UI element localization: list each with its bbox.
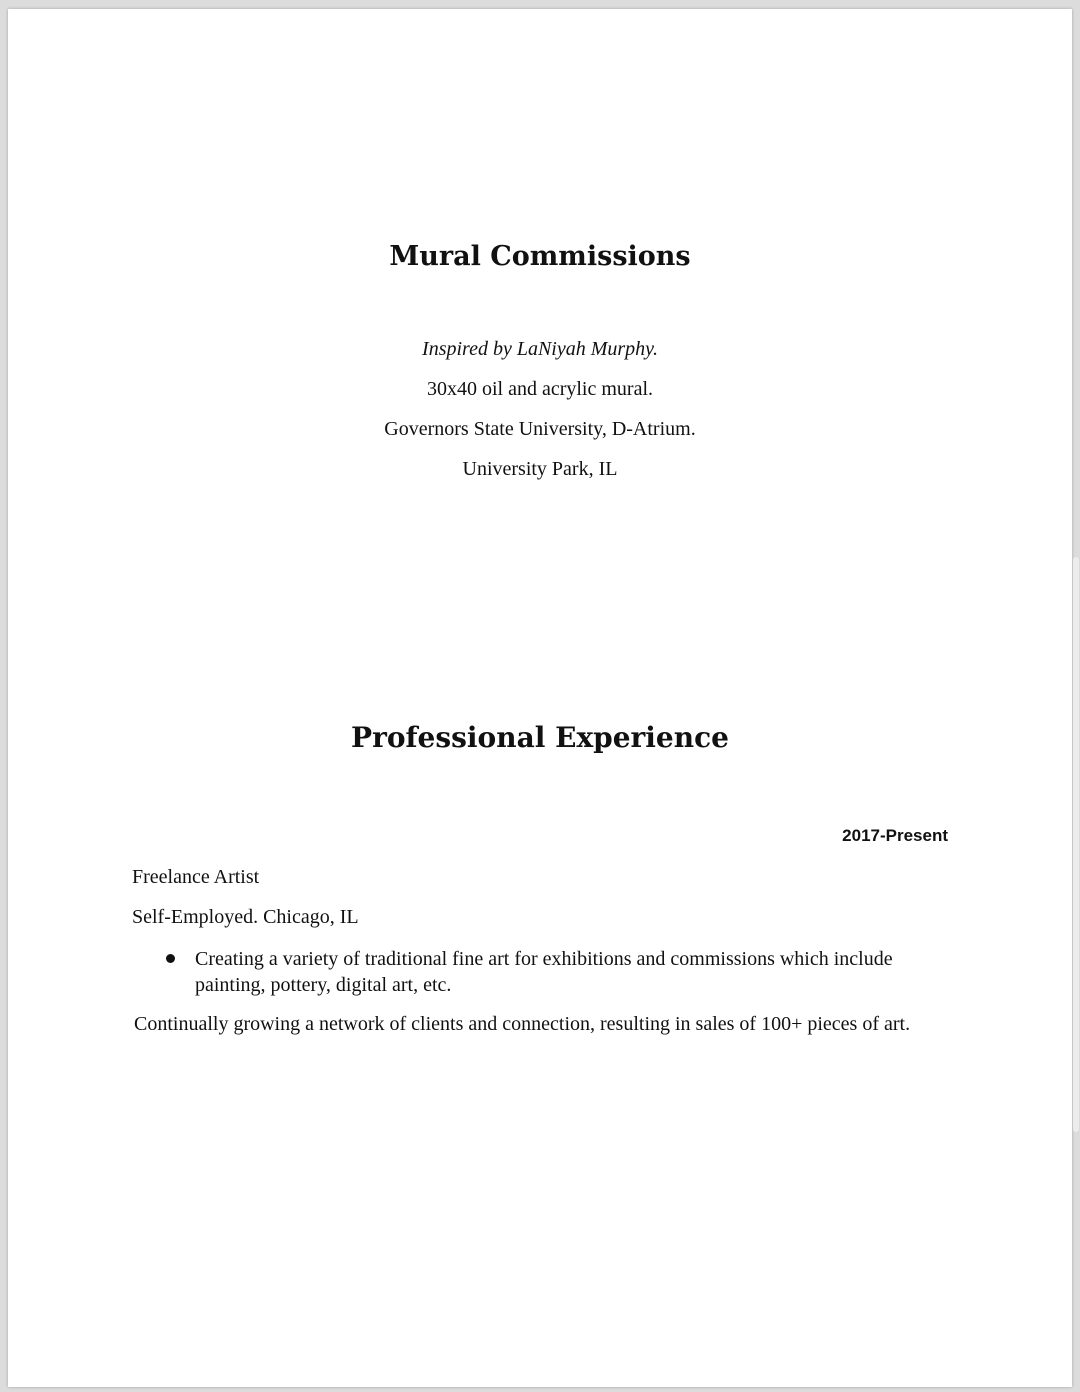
job-summary: Continually growing a network of clients and connection, resulting in sales of 100+ pieces of art.: [134, 1013, 911, 1035]
professional-experience-heading: Professional Experience: [351, 721, 729, 754]
mural-venue-line: Governors State University, D-Atrium.: [384, 418, 696, 440]
mural-inspiration-line: Inspired by LaNiyah Murphy.: [422, 338, 658, 360]
job-date-range: 2017-Present: [842, 826, 948, 845]
vertical-scrollbar[interactable]: [1073, 557, 1079, 1132]
mural-location-line: University Park, IL: [462, 458, 618, 480]
job-title: Freelance Artist: [132, 866, 260, 888]
job-employer: Self-Employed. Chicago, IL: [132, 906, 359, 928]
bullet-icon: [166, 954, 175, 963]
mural-commissions-heading: Mural Commissions: [389, 241, 691, 272]
document-page: [8, 9, 1072, 1387]
mural-medium-line: 30x40 oil and acrylic mural.: [426, 378, 654, 400]
job-bullet-text: Creating a variety of traditional fine art for exhibitions and commissions which include painting, pottery, digital art, etc.: [195, 948, 893, 996]
